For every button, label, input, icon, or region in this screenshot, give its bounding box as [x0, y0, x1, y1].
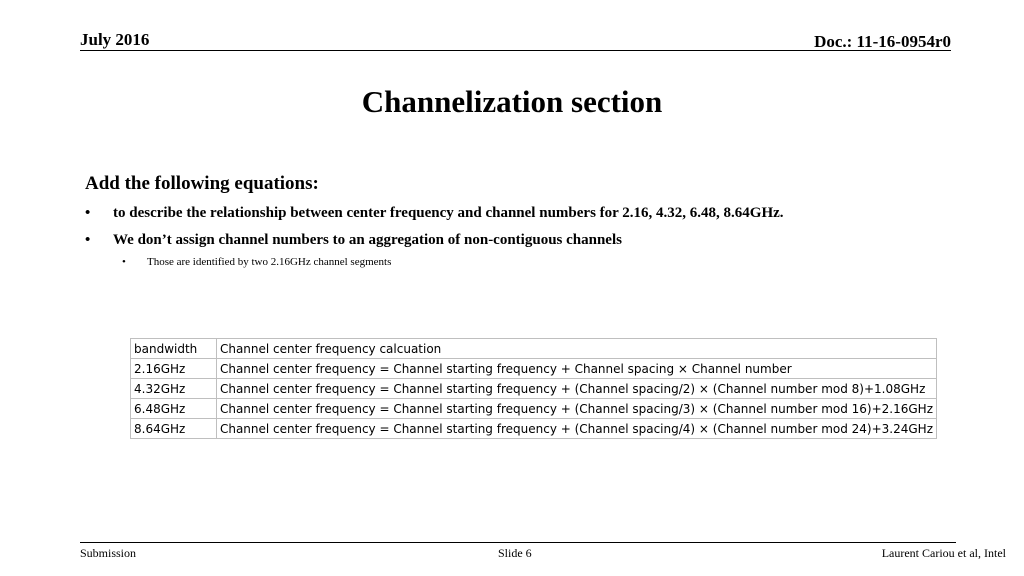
table-row — [131, 399, 937, 419]
intro-text: Add the following equations: — [85, 173, 319, 194]
sub-bullet-text: Those are identified by two 2.16GHz channel segments — [147, 256, 392, 268]
table-cell: 2.16GHz — [131, 359, 217, 379]
table-cell: Channel center frequency = Channel starting frequency + Channel spacing × Channel number — [216, 359, 936, 379]
table-header-row — [131, 339, 937, 359]
table-header-cell: Channel center frequency calcuation — [216, 339, 936, 359]
table-row — [131, 379, 937, 399]
table-cell: Channel center frequency = Channel starting frequency + (Channel spacing/2) × (Channel number mod 8)+1.08GHz — [216, 379, 936, 399]
table-cell: 8.64GHz — [131, 419, 217, 439]
footer-author: Laurent Cariou et al, Intel — [881, 546, 1006, 560]
table-row — [131, 419, 937, 439]
bullet-marker: • — [85, 232, 91, 248]
footer-submission: Submission — [80, 546, 137, 560]
bullet-text: We don’t assign channel numbers to an aggregation of non-contiguous channels — [113, 232, 622, 248]
slide-title: Channelization section — [361, 84, 663, 119]
table-cell: Channel center frequency = Channel starting frequency + (Channel spacing/4) × (Channel number mod 24)+3.24GHz — [216, 419, 936, 439]
table-row — [131, 359, 937, 379]
header-date: July 2016 — [80, 30, 150, 49]
table-cell: 4.32GHz — [131, 379, 217, 399]
bullet-text: to describe the relationship between center frequency and channel numbers for 2.16, 4.32, 6.48, 8.64GHz. — [113, 205, 784, 221]
bullet-marker: • — [85, 205, 91, 221]
table-header-cell: bandwidth — [131, 339, 217, 359]
header-divider — [80, 50, 951, 51]
table-cell: 6.48GHz — [131, 399, 217, 419]
sub-bullet-marker: • — [122, 256, 126, 268]
table-cell: Channel center frequency = Channel starting frequency + (Channel spacing/3) × (Channel number mod 16)+2.16GHz — [216, 399, 936, 419]
footer-slide-number: Slide 6 — [498, 546, 532, 560]
equation-table — [130, 338, 937, 439]
header-doc-number: Doc.: 11-16-0954r0 — [814, 32, 951, 51]
footer-divider — [80, 542, 956, 543]
